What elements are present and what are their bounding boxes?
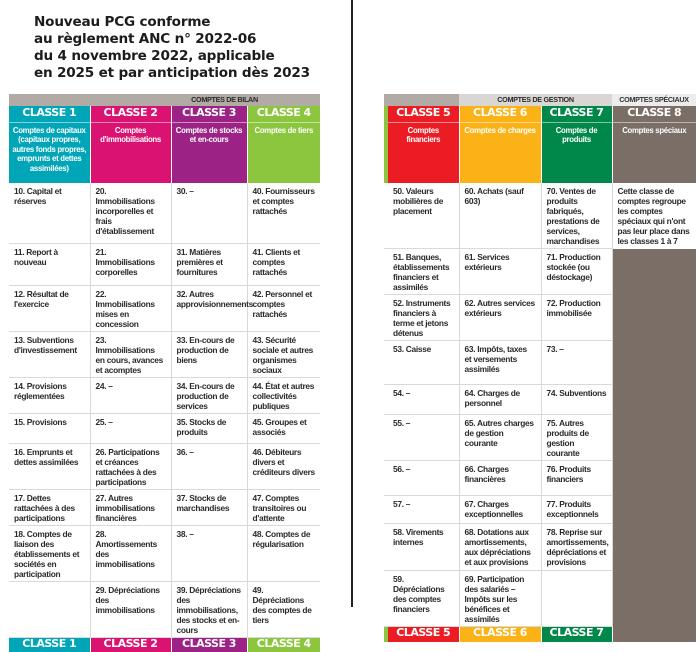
account-cell: 36. –: [171, 443, 247, 489]
band-blank: [384, 94, 459, 106]
title-line: au règlement ANC n° 2022-06: [34, 31, 257, 47]
title-line: du 4 novembre 2022, applicable: [34, 48, 275, 64]
account-cell: 55. –: [388, 415, 459, 461]
account-cell: 50. Valeurs mobilières de placement: [388, 183, 459, 249]
account-cell: 21. Immobilisations corporelles: [90, 243, 171, 285]
table-row: [9, 413, 320, 443]
account-cell: 16. Emprunts et dettes assimilées: [9, 443, 90, 489]
account-cell: 38. –: [171, 525, 247, 581]
class-3-header: CLASSE 3: [171, 106, 247, 122]
account-cell: 11. Report à nouveau: [9, 243, 90, 285]
account-cell: 23. Immobilisations en cours, avances et acomptes: [90, 331, 171, 377]
account-cell: 57. –: [388, 496, 459, 524]
table-row: [9, 525, 320, 581]
table-row: [9, 285, 320, 331]
class-6-description: Comptes de charges: [459, 122, 541, 183]
table-row: [9, 489, 320, 525]
account-cell: 37. Stocks de marchandises: [171, 489, 247, 525]
account-cell: 53. Caisse: [388, 341, 459, 385]
account-cell: 67. Charges exceptionnelles: [459, 496, 541, 524]
account-cell: 68. Dotations aux amortissements, aux dépréciations et aux provisions: [459, 524, 541, 571]
account-cell: 15. Provisions: [9, 413, 90, 443]
class-3-description: Comptes de stocks et en-cours: [171, 122, 247, 183]
account-cell: 65. Autres charges de gestion courante: [459, 415, 541, 461]
table-row: [384, 571, 696, 627]
account-cell: 69. Participation des salariés – Impôts sur les bénéfices et assimilés: [459, 571, 541, 627]
account-cell: 76. Produits financiers: [541, 461, 612, 496]
table-row: [384, 524, 696, 571]
account-cell: 63. Impôts, taxes et versements assimilés: [459, 341, 541, 385]
account-cell: 40. Fournisseurs et comptes rattachés: [247, 183, 320, 243]
page-divider: [351, 0, 353, 607]
class-6-header: CLASSE 6: [459, 106, 541, 122]
account-cell: 58. Virements internes: [388, 524, 459, 571]
class-2-header: CLASSE 2: [90, 106, 171, 122]
account-cell: 73. –: [541, 341, 612, 385]
class-1-footer: CLASSE 1: [9, 637, 90, 652]
class-8-description: Comptes spéciaux: [612, 122, 696, 183]
account-cell: 66. Charges financières: [459, 461, 541, 496]
account-cell: 49. Dépréciations des comptes de tiers: [247, 581, 320, 637]
account-cell: 18. Comptes de liaison des établissements et sociétés en participation: [9, 525, 90, 581]
table-row: [384, 461, 696, 496]
account-cell: 35. Stocks de produits: [171, 413, 247, 443]
band-comptes-de-bilan: COMPTES DE BILAN: [9, 94, 320, 106]
account-cell: 34. En-cours de production de services: [171, 377, 247, 413]
account-cell: 27. Autres immobilisations financières: [90, 489, 171, 525]
account-cell: 31. Matières premières et fournitures: [171, 243, 247, 285]
class-7-description: Comptes de produits: [541, 122, 612, 183]
table-row: [384, 249, 696, 295]
account-cell: 71. Production stockée (ou déstockage): [541, 249, 612, 295]
table-row: [9, 243, 320, 285]
class-8-fill: [612, 415, 696, 461]
account-cell: 48. Comptes de régularisation: [247, 525, 320, 581]
account-cell: 10. Capital et réserves: [9, 183, 90, 243]
account-cell: 45. Groupes et associés: [247, 413, 320, 443]
table-row: [384, 295, 696, 341]
class-1-header: CLASSE 1: [9, 106, 90, 122]
class-8-fill: [612, 461, 696, 496]
account-cell: [9, 581, 90, 637]
account-cell: 20. Immobilisations incorporelles et frais d'établissement: [90, 183, 171, 243]
account-cell: 72. Production immobilisée: [541, 295, 612, 341]
class-4-header: CLASSE 4: [247, 106, 320, 122]
class-3-footer: CLASSE 3: [171, 637, 247, 652]
account-cell: 47. Comptes transitoires ou d'attente: [247, 489, 320, 525]
account-cell: 54. –: [388, 385, 459, 415]
class-4-description: Comptes de tiers: [247, 122, 320, 183]
class-8-fill: [612, 385, 696, 415]
account-cell: 78. Reprise sur amortissements, dépréciations et provisions: [541, 524, 612, 571]
account-cell: 30. –: [171, 183, 247, 243]
class-2-description: Comptes d'immobilisations: [90, 122, 171, 183]
table-row: [384, 183, 696, 249]
class-8-header: CLASSE 8: [612, 106, 696, 122]
class-8-fill: [612, 524, 696, 571]
class-6-footer: CLASSE 6: [459, 627, 541, 642]
account-cell: 77. Produits exceptionnels: [541, 496, 612, 524]
account-cell: 24. –: [90, 377, 171, 413]
account-cell: 33. En-cours de production de biens: [171, 331, 247, 377]
account-cell: 26. Participations et créances rattachées à des participations: [90, 443, 171, 489]
table-row: [9, 443, 320, 489]
balance-accounts-table: [9, 94, 320, 652]
class-8-fill: [612, 496, 696, 524]
table-row: [384, 496, 696, 524]
account-cell: 52. Instruments financiers à terme et jetons détenus: [388, 295, 459, 341]
account-cell: 25. –: [90, 413, 171, 443]
account-cell: 39. Dépréciations des immobilisations, des stocks et en-cours: [171, 581, 247, 637]
account-cell: 60. Achats (sauf 603): [459, 183, 541, 249]
class-8-fill: [612, 571, 696, 627]
management-accounts-table: [384, 94, 696, 642]
band-comptes-speciaux: COMPTES SPÉCIAUX: [612, 94, 696, 106]
class-5-footer: CLASSE 5: [388, 627, 459, 642]
class-2-footer: CLASSE 2: [90, 637, 171, 652]
title-line: en 2025 et par anticipation dès 2023: [34, 65, 310, 81]
table-row: [9, 377, 320, 413]
account-cell: 62. Autres services extérieurs: [459, 295, 541, 341]
band-comptes-de-gestion: COMPTES DE GESTION: [459, 94, 612, 106]
table-row: [9, 581, 320, 637]
account-cell: [541, 571, 612, 627]
class-8-fill: [612, 627, 696, 642]
class-8-fill: [612, 295, 696, 341]
account-cell: 12. Résultat de l'exercice: [9, 285, 90, 331]
account-cell: 51. Banques, établissements financiers et assimilés: [388, 249, 459, 295]
account-cell: 44. État et autres collectivités publiques: [247, 377, 320, 413]
account-cell: 28. Amortissements des immobilisations: [90, 525, 171, 581]
account-cell: 43. Sécurité sociale et autres organismes sociaux: [247, 331, 320, 377]
account-cell: 61. Services extérieurs: [459, 249, 541, 295]
account-cell: 42. Personnel et comptes rattachés: [247, 285, 320, 331]
class-8-note: Cette classe de comptes regroupe les comptes spéciaux qui n'ont pas leur place dans les classes 1 à 7: [612, 183, 696, 249]
page-title: [34, 14, 310, 82]
account-cell: 13. Subventions d'investissement: [9, 331, 90, 377]
class-1-description: Comptes de capitaux (capitaux propres, autres fonds propres, emprunts et dettes assimilées): [9, 122, 90, 183]
table-row: [9, 331, 320, 377]
account-cell: 70. Ventes de produits fabriqués, prestations de services, marchandises: [541, 183, 612, 249]
table-row: [9, 183, 320, 243]
title-line: Nouveau PCG conforme: [34, 14, 211, 30]
account-cell: 14. Provisions réglementées: [9, 377, 90, 413]
account-cell: 56. –: [388, 461, 459, 496]
class-4-footer: CLASSE 4: [247, 637, 320, 652]
class-7-footer: CLASSE 7: [541, 627, 612, 642]
account-cell: 74. Subventions: [541, 385, 612, 415]
table-row: [384, 415, 696, 461]
class-8-fill: [612, 249, 696, 295]
account-cell: 59. Dépréciations des comptes financiers: [388, 571, 459, 627]
table-row: [384, 341, 696, 385]
account-cell: 75. Autres produits de gestion courante: [541, 415, 612, 461]
class-7-header: CLASSE 7: [541, 106, 612, 122]
class-5-description: Comptes financiers: [388, 122, 459, 183]
account-cell: 22. Immobilisations mises en concession: [90, 285, 171, 331]
account-cell: 17. Dettes rattachées à des participations: [9, 489, 90, 525]
class-8-fill: [612, 341, 696, 385]
account-cell: 64. Charges de personnel: [459, 385, 541, 415]
table-row: [384, 385, 696, 415]
account-cell: 41. Clients et comptes rattachés: [247, 243, 320, 285]
account-cell: 32. Autres approvisionnements: [171, 285, 247, 331]
class-5-header: CLASSE 5: [388, 106, 459, 122]
account-cell: 46. Débiteurs divers et créditeurs divers: [247, 443, 320, 489]
account-cell: 29. Dépréciations des immobilisations: [90, 581, 171, 637]
